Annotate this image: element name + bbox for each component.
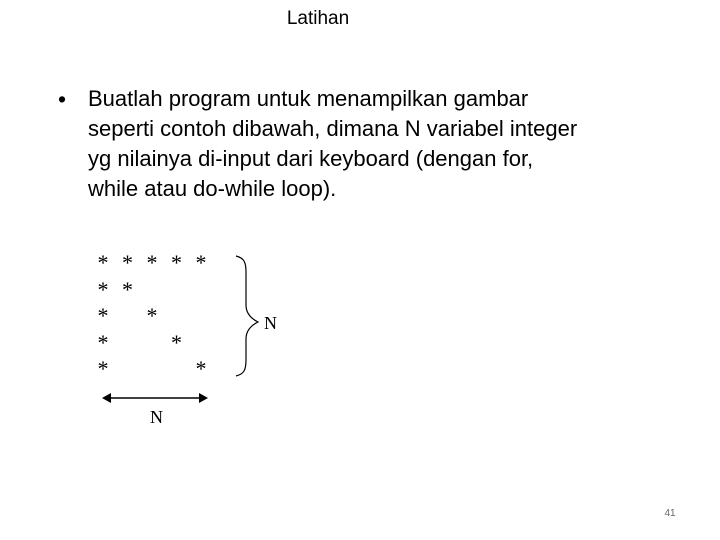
bullet-line: while atau do-while loop). <box>88 176 337 201</box>
star-mark: * <box>195 356 207 381</box>
star-mark: * <box>122 250 133 275</box>
slide-title: Latihan <box>286 8 350 29</box>
star-mark: * <box>97 329 109 355</box>
star-mark: * <box>97 276 109 302</box>
brace-n-label: N <box>264 313 277 333</box>
star-mark: * <box>97 250 109 275</box>
page-number: 41 <box>664 508 676 519</box>
star-mark: * <box>171 250 182 275</box>
bullet-line: yg nilainya di-input dari keyboard (dengan for, <box>88 146 534 171</box>
star-mark: * <box>171 329 182 355</box>
star-mark: * <box>146 250 158 275</box>
star-mark: * <box>122 276 133 302</box>
width-n-label: N <box>150 407 163 427</box>
width-arrow-right-head <box>199 393 208 403</box>
bullet-line: seperti contoh dibawah, dimana N variabel integer <box>88 116 578 141</box>
bullet-dot-icon: • <box>58 86 67 112</box>
width-arrow-left-head <box>102 393 111 403</box>
star-mark: * <box>97 303 109 328</box>
right-brace-bracket <box>236 256 258 376</box>
star-mark: * <box>146 303 158 328</box>
star-mark: * <box>195 250 207 275</box>
star-mark: * <box>97 356 109 381</box>
bullet-line: Buatlah program untuk menampilkan gambar <box>88 86 529 111</box>
